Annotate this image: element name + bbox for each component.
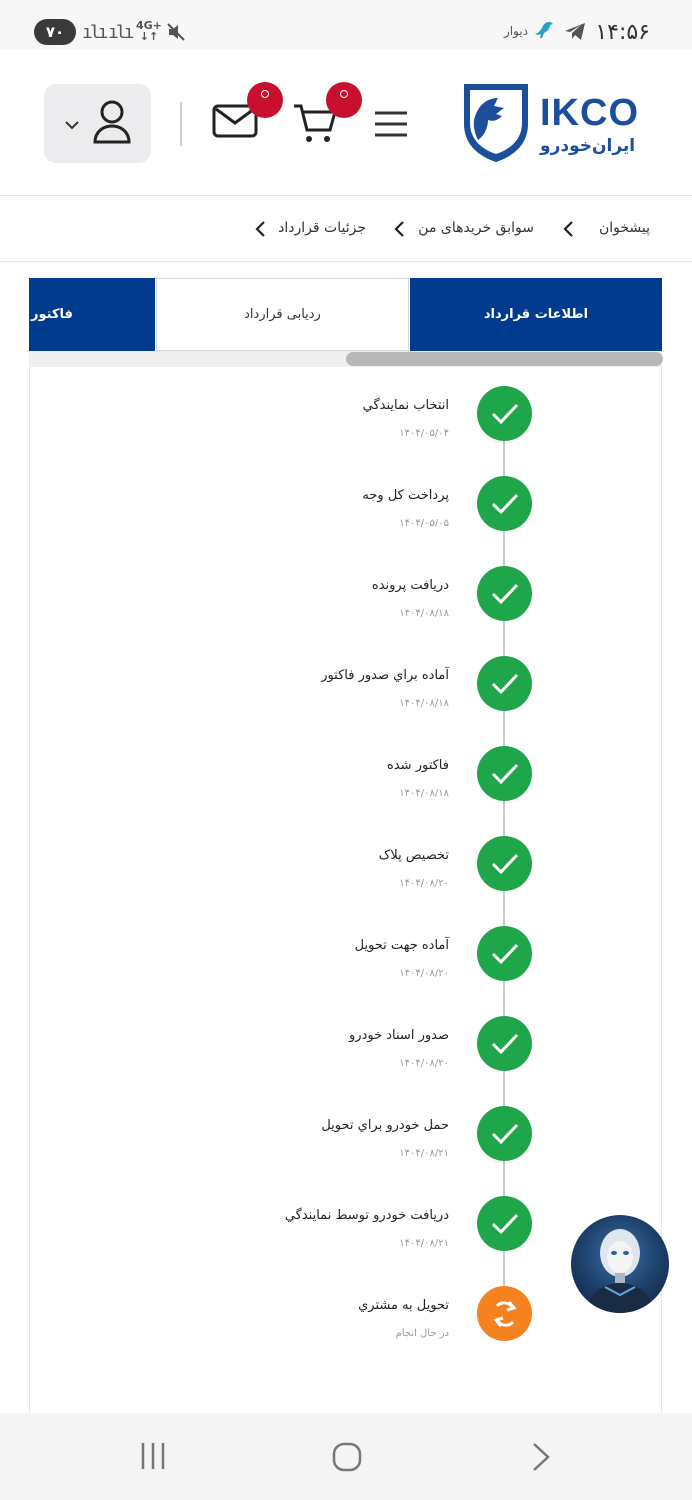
step-title: صدور اسناد خودرو (349, 1028, 449, 1043)
chevron-left-icon (393, 220, 405, 242)
bird-icon (533, 20, 557, 45)
step-title: آماده براي صدور فاکتور (321, 668, 449, 683)
clock: ۱۴:۵۶ (595, 20, 650, 45)
notification-badge (326, 82, 362, 118)
check-icon (477, 1196, 532, 1251)
shopping-cart-icon (292, 131, 338, 150)
step-title: پرداخت کل وجه (362, 488, 449, 503)
step-date: ۱۴۰۴/۰۸/۱۸ (399, 698, 449, 709)
step-date: ۱۴۰۴/۰۸/۲۱ (399, 1148, 449, 1159)
step-title: دریافت خودرو توسط نمايندگي (284, 1208, 449, 1223)
signal-icon: ılı (108, 22, 132, 43)
chevron-left-icon (254, 220, 266, 242)
tab-contract-info[interactable]: اطلاعات قرارداد (410, 278, 662, 351)
ikco-logo[interactable] (460, 78, 650, 168)
timeline-step (0, 926, 692, 1016)
timeline-step (0, 566, 692, 656)
logo-text: IKCO (540, 92, 639, 134)
robot-avatar-icon (571, 1215, 669, 1313)
step-date: ۱۴۰۴/۰۸/۲۰ (399, 1058, 449, 1069)
breadcrumb-item-dashboard[interactable]: پیشخوان (598, 220, 650, 236)
step-title: تحويل به مشتري (358, 1298, 449, 1313)
check-icon (477, 926, 532, 981)
system-navigation-bar (0, 1413, 692, 1500)
timeline-step (0, 836, 692, 926)
timeline-step (0, 476, 692, 566)
check-icon (477, 476, 532, 531)
recent-apps-icon[interactable] (138, 1441, 168, 1475)
check-icon (477, 1016, 532, 1071)
check-icon (477, 1106, 532, 1161)
status-bar (0, 0, 692, 50)
check-icon (477, 566, 532, 621)
check-icon (477, 656, 532, 711)
contract-tabs (29, 278, 662, 351)
signal-icon: ılı (82, 22, 106, 43)
horse-shield-icon (460, 80, 532, 164)
tab-invoice[interactable]: فاکتور (29, 278, 155, 351)
hamburger-icon (373, 123, 409, 142)
hamburger-menu-button[interactable] (373, 110, 409, 142)
breadcrumb-item-contract-details: جزئیات قرارداد (278, 220, 366, 236)
step-date: ۱۴۰۴/۰۸/۱۸ (399, 788, 449, 799)
step-date: ۱۴۰۴/۰۵/۰۴ (399, 428, 449, 439)
tabs-scrollbar-thumb[interactable] (346, 352, 663, 366)
step-title: تخصيص پلاک (378, 848, 449, 863)
step-status: در حال انجام (395, 1328, 449, 1339)
breadcrumb-item-purchase-history[interactable]: سوابق خریدهای من (418, 220, 534, 236)
step-title: حمل خودرو براي تحويل (321, 1118, 449, 1133)
mute-icon (166, 22, 186, 47)
step-title: فاکتور شده (387, 758, 449, 773)
check-icon (477, 746, 532, 801)
chevron-down-icon (64, 116, 80, 135)
user-icon (92, 98, 132, 150)
timeline-step (0, 656, 692, 746)
breadcrumb (0, 196, 692, 262)
mail-icon (212, 125, 258, 144)
network-type-label: 4G+ ↓↑ (136, 19, 162, 43)
step-date: ۱۴۰۴/۰۸/۲۱ (399, 1238, 449, 1249)
logo-subtext: ایران‌خودرو (540, 136, 636, 156)
timeline-step (0, 1016, 692, 1106)
refresh-icon (477, 1286, 532, 1341)
step-date: ۱۴۰۴/۰۵/۰۵ (399, 518, 449, 529)
battery-indicator: ۷۰ (34, 19, 76, 45)
back-icon[interactable] (530, 1441, 552, 1477)
timeline-step (0, 386, 692, 476)
tab-contract-tracking[interactable]: ردیابی قرارداد (156, 278, 409, 351)
step-date: ۱۴۰۴/۰۸/۲۰ (399, 878, 449, 889)
check-icon (477, 836, 532, 891)
header-divider (180, 102, 182, 146)
step-title: دریافت پرونده (371, 578, 449, 593)
step-title: انتخاب نمايندگي (362, 398, 449, 413)
check-icon (477, 386, 532, 441)
timeline-step (0, 1106, 692, 1196)
timeline-step (0, 746, 692, 836)
step-date: ۱۴۰۴/۰۸/۱۸ (399, 608, 449, 619)
step-date: ۱۴۰۴/۰۸/۲۰ (399, 968, 449, 979)
step-title: آماده جهت تحويل (354, 938, 449, 953)
home-icon[interactable] (331, 1441, 363, 1477)
telegram-icon (564, 22, 586, 46)
notification-badge (247, 82, 283, 118)
chevron-left-icon (562, 220, 574, 242)
chatbot-avatar-button[interactable] (571, 1215, 669, 1313)
site-header (0, 50, 692, 196)
app-notification-label: دیوار (504, 24, 529, 38)
user-menu-button[interactable] (44, 84, 151, 163)
